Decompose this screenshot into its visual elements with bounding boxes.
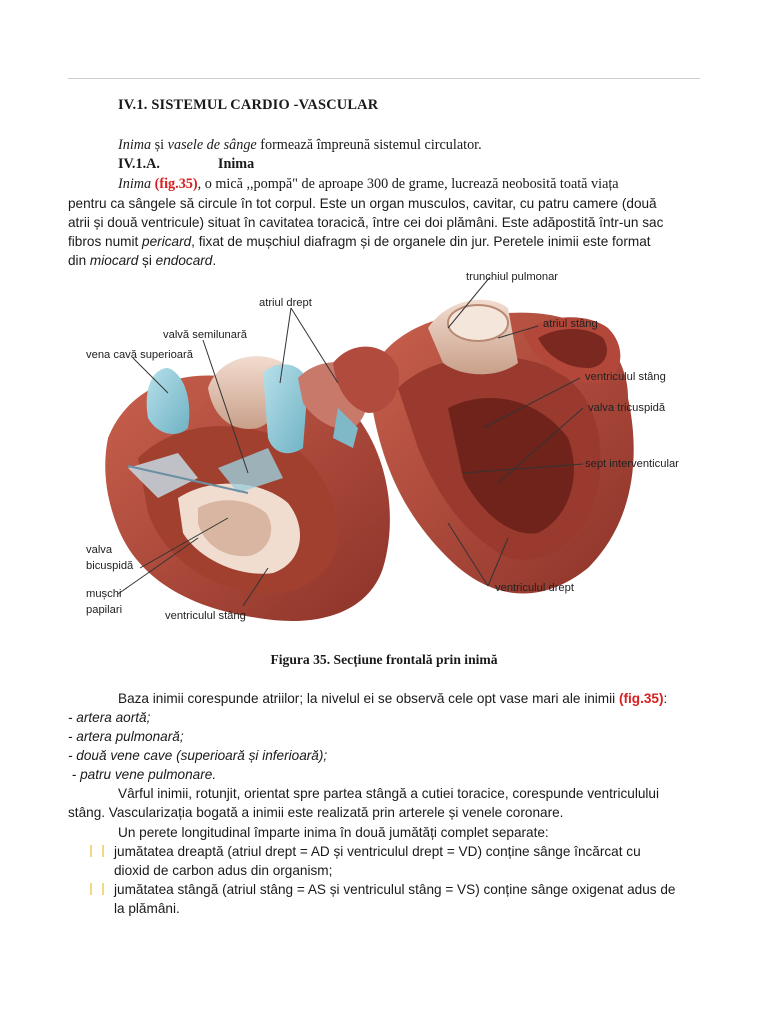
- paragraph-2-text: Baza inimii corespunde atriilor; la nivelul ei se observă cele opt vase mari ale inimii: [118, 691, 619, 706]
- label-vena-cava: vena cavă superioară: [86, 349, 193, 361]
- section-title: IV.1. SISTEMUL CARDIO -VASCULAR: [118, 97, 379, 113]
- term-miocard: miocard: [89, 253, 139, 268]
- bullet-2-line-1: jumătatea stângă (atriul stâng = AS și ventriculul stâng = VS) conține sânge oxigenat adus de: [114, 882, 676, 897]
- intro-term-vase: vasele de sânge: [167, 137, 257, 153]
- label-muschi-2: papilari: [86, 604, 123, 616]
- bullet-2-line-2: la plămâni.: [114, 901, 180, 916]
- term-pericard: pericard: [142, 234, 192, 249]
- p1l5-b: și: [138, 253, 156, 268]
- header-rule: [68, 78, 700, 79]
- label-valva-tricuspida: valva tricuspidă: [588, 402, 666, 414]
- p1l4-a: fibros numit: [68, 234, 143, 249]
- label-muschi-1: mușchi: [86, 588, 122, 600]
- label-valva-bicuspida-2: bicuspidă: [86, 560, 134, 572]
- subsection-heading: [118, 155, 748, 174]
- label-valva-semilunara: valvă semilunară: [163, 329, 247, 341]
- bullet-1-line-2: dioxid de carbon adus din organism;: [114, 863, 333, 878]
- paragraph-2-colon: :: [663, 691, 668, 706]
- heart-section-figure: [68, 268, 698, 648]
- label-atriul-drept: atriul drept: [259, 297, 312, 309]
- label-ventriculul-stang-bottom: ventriculul stâng: [165, 610, 246, 622]
- paragraph-1-line-2: pentru ca sângele să circule în tot corpul. Este un organ musculos, cavitar, cu patru camere (două: [68, 196, 657, 211]
- p1l5-c: .: [212, 253, 217, 268]
- paragraph-1-line-1: [68, 175, 698, 194]
- intro-conj: și: [151, 137, 168, 153]
- paragraph-1-line-3: atrii și două ventricule) situat în cavitatea toracică, între cei doi plămâni. Este adăpostită într-un sac: [68, 215, 664, 230]
- intro-paragraph: [118, 136, 698, 155]
- figure-ref: (fig.35): [154, 176, 198, 192]
- paragraph-1-line-4: [68, 232, 698, 251]
- subsection-title: Inima: [217, 156, 255, 172]
- bullet-marker: [90, 883, 104, 895]
- subsection-number: IV.1.A.: [118, 156, 160, 172]
- p1l4-b: , fixat de mușchiul diafragm și de organele din jur. Peretele inimii este format: [191, 234, 651, 249]
- paragraph-4: Un perete longitudinal împarte inima în două jumătăți complet separate:: [118, 825, 549, 840]
- vessel-list-item: - patru vene pulmonare.: [68, 767, 217, 782]
- label-ventriculul-drept: ventriculul drept: [495, 582, 574, 594]
- vessel-list-item: - două vene cave (superioară și inferioară);: [68, 748, 328, 763]
- label-atriul-stang: atriul stâng: [543, 318, 598, 330]
- term-inima: Inima: [118, 176, 152, 192]
- term-endocard: endocard: [155, 253, 213, 268]
- label-valva-bicuspida-1: valva: [86, 544, 113, 556]
- label-ventriculul-stang-right: ventriculul stâng: [585, 371, 666, 383]
- paragraph-2: [118, 689, 698, 708]
- figure-caption: Figura 35. Secțiune frontală prin inimă: [270, 652, 498, 667]
- paragraph-3-line-1: Vârful inimii, rotunjit, orientat spre partea stângă a cutiei toracice, corespunde ventriculului: [118, 786, 660, 801]
- paragraph-2-figure-ref: (fig.35): [618, 691, 664, 706]
- bullet-marker: [90, 845, 104, 857]
- heart-illustration: [68, 268, 698, 648]
- paragraph-1-text: , o mică ,,pompă" de aproape 300 de grame, lucrează neobosită toată viața: [197, 176, 619, 192]
- intro-rest: formează împreună sistemul circulator.: [256, 137, 482, 153]
- paragraph-3-line-2: stâng. Vascularizația bogată a inimii este realizată prin arterele și venele coronare.: [68, 805, 564, 820]
- label-trunchiul-pulmonar: trunchiul pulmonar: [466, 271, 559, 283]
- p1l5-a: din: [68, 253, 90, 268]
- bullet-1-line-1: jumătatea dreaptă (atriul drept = AD și ventriculul drept = VD) conține sânge încărcat cu: [114, 844, 641, 859]
- label-sept-interventricular: sept interventicular: [585, 458, 679, 470]
- vessel-list-item: - artera pulmonară;: [68, 729, 184, 744]
- intro-term-inima: Inima: [118, 137, 152, 153]
- vessel-list-item: - artera aortă;: [68, 710, 151, 725]
